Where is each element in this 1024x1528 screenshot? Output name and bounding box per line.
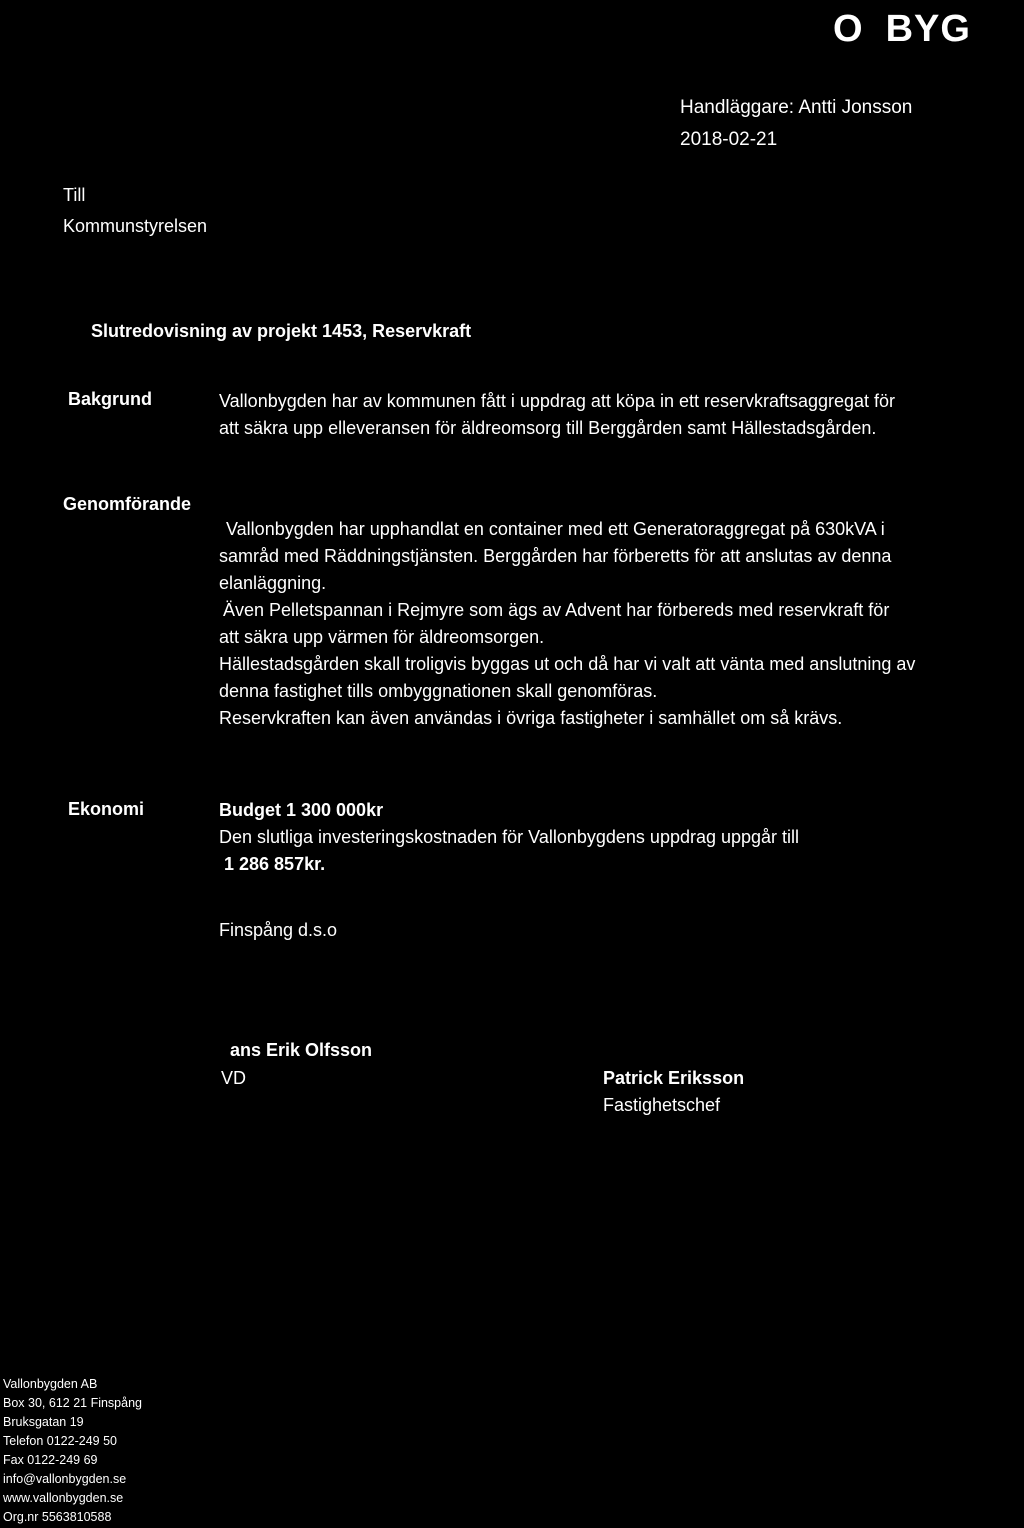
document-meta bbox=[680, 92, 912, 156]
signature-left-role: VD bbox=[221, 1068, 247, 1088]
place-line: Finspång d.s.o bbox=[219, 920, 338, 940]
section-label-ekonomi: Ekonomi bbox=[68, 799, 145, 819]
paragraph-line: elanläggning. bbox=[219, 573, 327, 593]
paragraph-line: Reservkraften kan även användas i övriga fastigheter i samhället om så krävs. bbox=[219, 708, 843, 728]
paragraph-line: samråd med Räddningstjänsten. Berggården har förberetts för att anslutas av denna bbox=[219, 546, 892, 566]
footer-phone: Telefon 0122-249 50 bbox=[3, 1434, 117, 1448]
section-body-genomforande bbox=[219, 516, 915, 732]
document-date: 2018-02-21 bbox=[680, 129, 778, 150]
recipient-block bbox=[63, 180, 207, 242]
budget-line: Budget 1 300 000kr bbox=[219, 800, 384, 820]
footer-orgnr: Org.nr 5563810588 bbox=[3, 1510, 112, 1524]
footer-fax: Fax 0122-249 69 bbox=[3, 1453, 98, 1467]
section-body-bakgrund bbox=[219, 388, 895, 442]
footer-street: Bruksgatan 19 bbox=[3, 1415, 84, 1429]
company-logo bbox=[833, 8, 971, 51]
signature-right-name: Patrick Eriksson bbox=[603, 1068, 745, 1088]
paragraph-line: att säkra upp värmen för äldreomsorgen. bbox=[219, 627, 545, 647]
footer-email[interactable]: info@vallonbygden.se bbox=[3, 1472, 127, 1486]
footer-address: Box 30, 612 21 Finspång bbox=[3, 1396, 142, 1410]
recipient-name: Kommunstyrelsen bbox=[63, 216, 208, 236]
page-title: Slutredovisning av projekt 1453, Reservkraft bbox=[91, 321, 472, 341]
footer-contact bbox=[3, 1375, 142, 1527]
footer-website[interactable]: www.vallonbygden.se bbox=[3, 1491, 124, 1505]
handler-name: Handläggare: Antti Jonsson bbox=[680, 97, 913, 118]
section-label-genomforande: Genomförande bbox=[63, 494, 192, 514]
section-label-bakgrund: Bakgrund bbox=[68, 389, 153, 409]
recipient-prefix: Till bbox=[63, 185, 86, 205]
signature-right-role: Fastighetschef bbox=[603, 1095, 721, 1115]
paragraph-line: Vallonbygden har upphandlat en container med ett Generatoraggregat på 630kVA i bbox=[226, 519, 885, 539]
section-body-ekonomi bbox=[219, 797, 799, 878]
logo-letter: O bbox=[833, 8, 864, 50]
logo-text: BYG bbox=[885, 8, 971, 50]
paragraph-line: Den slutliga investeringskostnaden för Vallonbygdens uppdrag uppgår till bbox=[219, 827, 800, 847]
final-amount: 1 286 857kr. bbox=[224, 854, 326, 874]
paragraph-line: Hällestadsgården skall troligvis byggas ut och då har vi valt att vänta med anslutning av bbox=[219, 654, 916, 674]
signature-left-name: ans Erik Olfsson bbox=[230, 1040, 373, 1060]
paragraph-line: att säkra upp elleveransen för äldreomsorg till Berggården samt Hällestadsgården. bbox=[219, 418, 877, 438]
footer-company: Vallonbygden AB bbox=[3, 1377, 98, 1391]
paragraph-line: denna fastighet tills ombyggnationen skall genomföras. bbox=[219, 681, 658, 701]
paragraph-line: Även Pelletspannan i Rejmyre som ägs av Advent har förbereds med reservkraft för bbox=[223, 600, 890, 620]
paragraph-line: Vallonbygden har av kommunen fått i uppdrag att köpa in ett reservkraftsaggregat för bbox=[219, 391, 896, 411]
